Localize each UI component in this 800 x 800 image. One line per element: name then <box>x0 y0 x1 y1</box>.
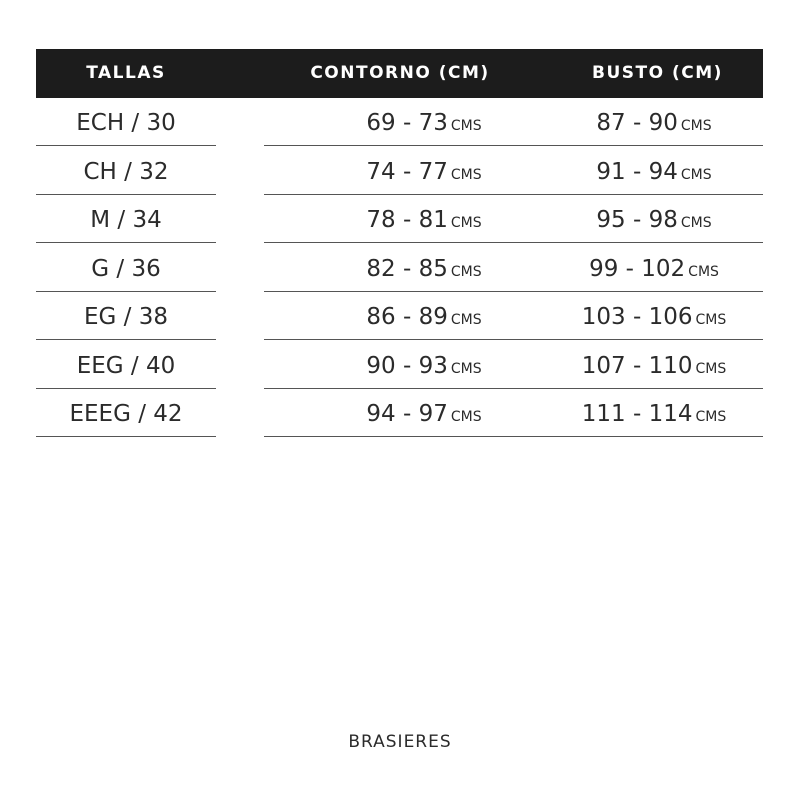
contorno-value <box>324 98 524 151</box>
contorno-range: 94 - 97 <box>366 401 448 427</box>
table-row <box>36 341 763 390</box>
table-row <box>36 147 763 196</box>
contorno-range: 82 - 85 <box>366 255 448 282</box>
busto-value <box>554 195 754 248</box>
contorno-unit: CMS <box>450 118 482 134</box>
contorno-range: 69 - 73 <box>366 110 448 136</box>
size-cell: EEG / 40 <box>36 341 216 389</box>
measurement-cell <box>264 244 763 292</box>
contorno-unit: CMS <box>450 263 482 280</box>
busto-unit: CMS <box>680 166 712 183</box>
contorno-range: 78 - 81 <box>366 207 448 233</box>
busto-value <box>554 292 754 345</box>
header-busto: BUSTO (CM) <box>592 63 723 83</box>
busto-unit: CMS <box>695 312 727 328</box>
size-cell: ECH / 30 <box>36 98 216 146</box>
contorno-unit: CMS <box>450 409 482 425</box>
busto-range: 91 - 94 <box>596 158 678 185</box>
size-cell: EG / 38 <box>36 292 216 340</box>
measurement-cell <box>264 147 763 195</box>
busto-unit: CMS <box>680 118 712 134</box>
contorno-range: 90 - 93 <box>366 352 448 379</box>
busto-unit: CMS <box>688 263 719 280</box>
table-row <box>36 244 763 293</box>
table-row <box>36 98 763 147</box>
measurement-cell <box>264 292 763 340</box>
header-contorno: CONTORNO (CM) <box>310 63 490 83</box>
busto-range: 99 - 102 <box>589 255 686 282</box>
table-row <box>36 389 763 438</box>
contorno-unit: CMS <box>450 360 482 377</box>
header-tallas: TALLAS <box>86 63 166 83</box>
measurement-cell <box>264 98 763 146</box>
contorno-value <box>324 147 524 200</box>
busto-range: 111 - 114 <box>581 401 693 427</box>
size-chart-table <box>36 49 763 438</box>
busto-range: 87 - 90 <box>596 110 678 136</box>
busto-unit: CMS <box>695 409 727 425</box>
size-cell: M / 34 <box>36 195 216 243</box>
contorno-value <box>324 341 524 394</box>
contorno-value <box>324 195 524 248</box>
contorno-unit: CMS <box>450 166 482 183</box>
busto-range: 103 - 106 <box>581 304 693 330</box>
contorno-value <box>324 244 524 297</box>
measurement-cell <box>264 195 763 243</box>
table-row <box>36 292 763 341</box>
size-cell: G / 36 <box>36 244 216 292</box>
contorno-value <box>324 292 524 345</box>
busto-value <box>554 98 754 151</box>
contorno-range: 74 - 77 <box>366 158 448 185</box>
table-header <box>36 49 763 98</box>
busto-value <box>554 244 754 297</box>
busto-unit: CMS <box>695 360 727 377</box>
busto-range: 107 - 110 <box>581 352 693 379</box>
size-cell: CH / 32 <box>36 147 216 195</box>
contorno-unit: CMS <box>450 312 482 328</box>
size-cell: EEEG / 42 <box>36 389 216 437</box>
table-body <box>36 98 763 438</box>
busto-value <box>554 147 754 200</box>
category-label: BRASIERES <box>348 732 452 752</box>
measurement-cell <box>264 341 763 389</box>
table-row <box>36 195 763 244</box>
contorno-value <box>324 389 524 442</box>
busto-unit: CMS <box>680 215 712 231</box>
busto-value <box>554 341 754 394</box>
measurement-cell <box>264 389 763 437</box>
contorno-range: 86 - 89 <box>366 304 448 330</box>
contorno-unit: CMS <box>450 215 482 231</box>
busto-value <box>554 389 754 442</box>
busto-range: 95 - 98 <box>596 207 678 233</box>
